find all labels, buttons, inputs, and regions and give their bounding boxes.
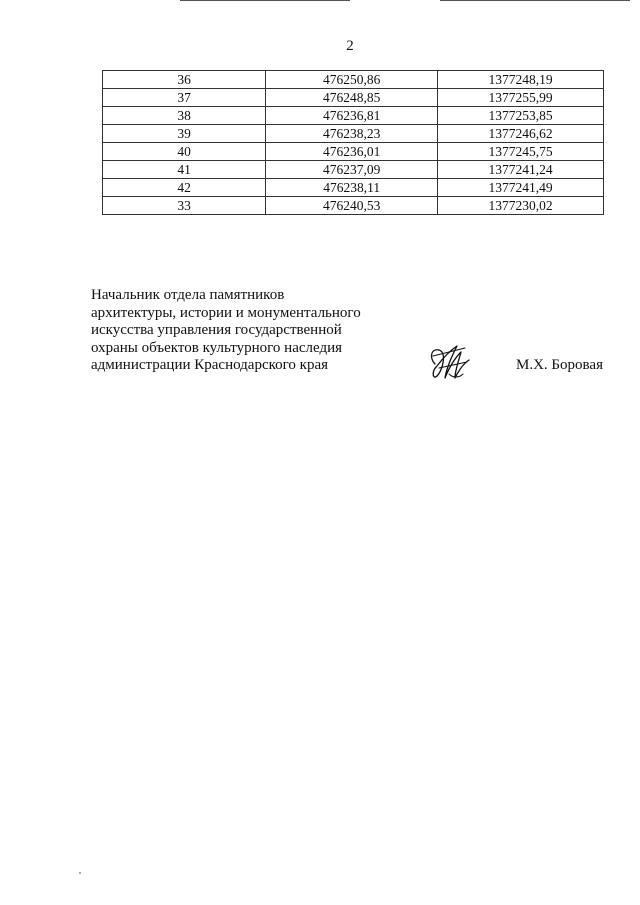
point-number-cell: 40 <box>103 143 266 161</box>
y-coordinate-cell: 1377241,24 <box>438 161 604 179</box>
top-edge-line-right <box>440 0 630 1</box>
page-number: 2 <box>346 38 354 54</box>
point-number-cell: 39 <box>103 125 266 143</box>
y-coordinate-cell: 1377253,85 <box>438 107 604 125</box>
y-coordinate-cell: 1377246,62 <box>438 125 604 143</box>
y-coordinate-cell: 1377248,19 <box>438 71 604 89</box>
coordinates-table-body <box>103 71 604 215</box>
x-coordinate-cell: 476237,09 <box>266 161 438 179</box>
position-line: охраны объектов культурного наследия <box>91 339 343 356</box>
position-line: администрации Краснодарского края <box>91 357 329 373</box>
x-coordinate-cell: 476236,01 <box>266 143 438 161</box>
point-number-cell: 42 <box>103 179 266 197</box>
x-coordinate-cell: 476248,85 <box>266 89 438 107</box>
x-coordinate-cell: 476238,11 <box>266 179 438 197</box>
table-row <box>103 107 604 125</box>
x-coordinate-cell: 476240,53 <box>266 197 438 215</box>
table-row <box>103 179 604 197</box>
position-line: архитектуры, истории и монументального <box>91 304 361 321</box>
table-row <box>103 125 604 143</box>
table-row <box>103 197 604 215</box>
position-line: искусства управления государственной <box>91 322 342 338</box>
x-coordinate-cell: 476236,81 <box>266 107 438 125</box>
y-coordinate-cell: 1377241,49 <box>438 179 604 197</box>
position-line: Начальник отдела памятников <box>91 287 285 303</box>
table-row <box>103 143 604 161</box>
signatory-position <box>91 287 381 375</box>
point-number-cell: 36 <box>103 71 266 89</box>
scan-speck <box>79 872 81 874</box>
table-row <box>103 89 604 107</box>
handwritten-signature <box>425 338 475 384</box>
signer-name: М.Х. Боровая <box>516 357 603 373</box>
y-coordinate-cell: 1377255,99 <box>438 89 604 107</box>
coordinates-table <box>102 70 604 215</box>
point-number-cell: 41 <box>103 161 266 179</box>
point-number-cell: 37 <box>103 89 266 107</box>
x-coordinate-cell: 476250,86 <box>266 71 438 89</box>
point-number-cell: 33 <box>103 197 266 215</box>
x-coordinate-cell: 476238,23 <box>266 125 438 143</box>
y-coordinate-cell: 1377230,02 <box>438 197 604 215</box>
y-coordinate-cell: 1377245,75 <box>438 143 604 161</box>
table-row <box>103 161 604 179</box>
point-number-cell: 38 <box>103 107 266 125</box>
table-row <box>103 71 604 89</box>
top-edge-line-left <box>180 0 350 1</box>
